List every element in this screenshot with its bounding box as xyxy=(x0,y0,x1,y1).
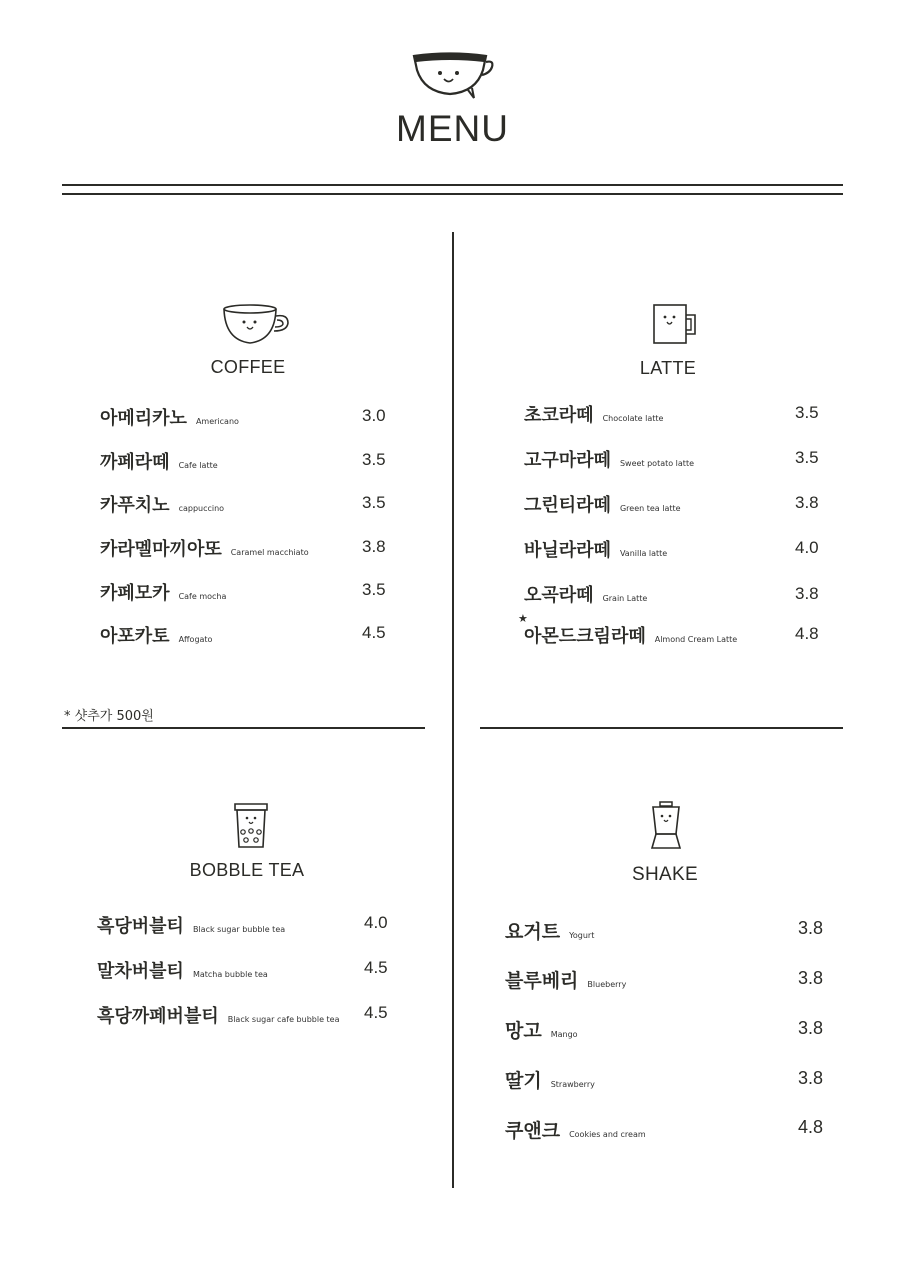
menu-item xyxy=(97,912,285,940)
item-name-en: Green tea latte xyxy=(619,504,681,513)
item-price: 3.8 xyxy=(362,537,386,556)
item-price: 4.8 xyxy=(795,624,819,643)
item-name-ko: 카푸치노 xyxy=(100,495,170,516)
item-price: 3.8 xyxy=(798,1068,824,1088)
header-divider-top xyxy=(62,184,843,186)
coffee-cup-face-icon xyxy=(410,48,500,104)
shake-section-title: SHAKE xyxy=(632,864,698,885)
menu-item xyxy=(505,1116,646,1144)
item-price: 3.5 xyxy=(795,448,819,467)
center-divider xyxy=(452,232,454,1188)
item-name-en: Mango xyxy=(550,1030,578,1039)
item-price: 3.8 xyxy=(795,584,819,603)
page-title: MENU xyxy=(396,108,509,149)
coffee-bottom-divider xyxy=(62,727,425,729)
item-name-ko: 오곡라떼 xyxy=(524,585,594,606)
menu-item xyxy=(100,535,309,563)
blender-icon xyxy=(649,801,683,851)
item-name-en: Yogurt xyxy=(569,931,595,940)
menu-item xyxy=(100,579,226,607)
menu-item xyxy=(505,1066,595,1094)
latte-section-title: LATTE xyxy=(639,358,697,378)
item-price: 3.5 xyxy=(362,450,386,469)
item-name-ko: 카라멜마끼아또 xyxy=(100,539,222,560)
recommended-star-icon: ★ xyxy=(518,612,528,625)
item-price: 4.5 xyxy=(364,1003,388,1022)
menu-item xyxy=(524,581,647,609)
item-price: 3.0 xyxy=(362,406,386,425)
item-name-en: Strawberry xyxy=(550,1080,595,1089)
item-name-en: Grain Latte xyxy=(602,594,648,603)
coffee-section-title: COFFEE xyxy=(210,357,286,377)
item-name-ko: 딸기 xyxy=(505,1070,542,1092)
item-price: 3.8 xyxy=(795,493,819,512)
item-name-ko: 카페모카 xyxy=(100,583,170,604)
item-name-ko: 흑당까페버블티 xyxy=(97,1006,219,1027)
menu-item xyxy=(100,491,224,519)
item-price: 3.8 xyxy=(798,968,824,988)
item-price: 3.5 xyxy=(362,580,386,599)
item-name-en: Blueberry xyxy=(587,980,627,989)
menu-item xyxy=(524,491,681,519)
item-name-en: Sweet potato latte xyxy=(619,459,695,468)
item-price: 3.8 xyxy=(798,918,824,938)
item-name-ko: 초코라떼 xyxy=(524,405,594,426)
menu-item xyxy=(100,448,218,476)
bubble-tea-icon xyxy=(233,801,269,849)
item-name-en: Black sugar bubble tea xyxy=(192,925,286,934)
menu-item xyxy=(100,622,212,650)
item-name-en: Black sugar cafe bubble tea xyxy=(227,1015,340,1024)
item-name-ko: 까페라떼 xyxy=(100,452,170,473)
item-name-en: Vanilla latte xyxy=(619,549,668,558)
mug-icon xyxy=(652,303,698,345)
menu-item xyxy=(524,622,737,650)
latte-bottom-divider xyxy=(480,727,843,729)
item-name-en: Americano xyxy=(195,417,239,426)
menu-item xyxy=(524,446,694,474)
menu-item xyxy=(505,917,594,945)
item-name-en: Caramel macchiato xyxy=(230,548,309,557)
item-name-en: cappuccino xyxy=(178,504,225,513)
item-price: 4.5 xyxy=(364,958,388,977)
item-name-ko: 블루베리 xyxy=(505,970,579,992)
menu-item xyxy=(97,1002,340,1030)
item-price: 4.5 xyxy=(362,623,386,642)
item-price: 3.5 xyxy=(362,493,386,512)
bubble-tea-section-title: BOBBLE TEA xyxy=(189,860,305,880)
header-divider-bottom xyxy=(62,193,843,195)
extra-shot-note: * 샷추가 500원 xyxy=(64,709,154,724)
item-name-ko: 아포카토 xyxy=(100,626,170,647)
item-price: 4.8 xyxy=(798,1117,824,1137)
item-name-ko: 그린티라떼 xyxy=(524,495,611,516)
item-price: 3.5 xyxy=(795,403,819,422)
item-price: 3.8 xyxy=(798,1018,824,1038)
item-price: 4.0 xyxy=(795,538,819,557)
item-name-ko: 요거트 xyxy=(505,921,561,943)
item-name-ko: 아메리카노 xyxy=(100,408,187,429)
menu-item xyxy=(505,1016,578,1044)
menu-item xyxy=(97,957,268,985)
menu-item xyxy=(100,404,239,432)
item-name-ko: 쿠앤크 xyxy=(505,1120,561,1142)
item-name-en: Affogato xyxy=(178,635,213,644)
item-name-en: Matcha bubble tea xyxy=(192,970,268,979)
item-name-ko: 망고 xyxy=(505,1020,542,1042)
item-name-ko: 아몬드크림라떼 xyxy=(524,626,646,647)
item-name-ko: 흑당버블티 xyxy=(97,916,184,937)
item-name-en: Chocolate latte xyxy=(602,414,664,423)
menu-item xyxy=(524,401,663,429)
coffee-cup-icon xyxy=(222,302,292,346)
item-name-en: Almond Cream Latte xyxy=(654,635,738,644)
item-name-en: Cafe latte xyxy=(178,461,218,470)
menu-item xyxy=(505,966,626,994)
item-name-ko: 바닐라라떼 xyxy=(524,540,611,561)
menu-item xyxy=(524,536,667,564)
item-price: 4.0 xyxy=(364,913,388,932)
item-name-ko: 고구마라떼 xyxy=(524,450,611,471)
item-name-en: Cafe mocha xyxy=(178,592,227,601)
item-name-ko: 말차버블티 xyxy=(97,961,184,982)
item-name-en: Cookies and cream xyxy=(569,1130,646,1139)
